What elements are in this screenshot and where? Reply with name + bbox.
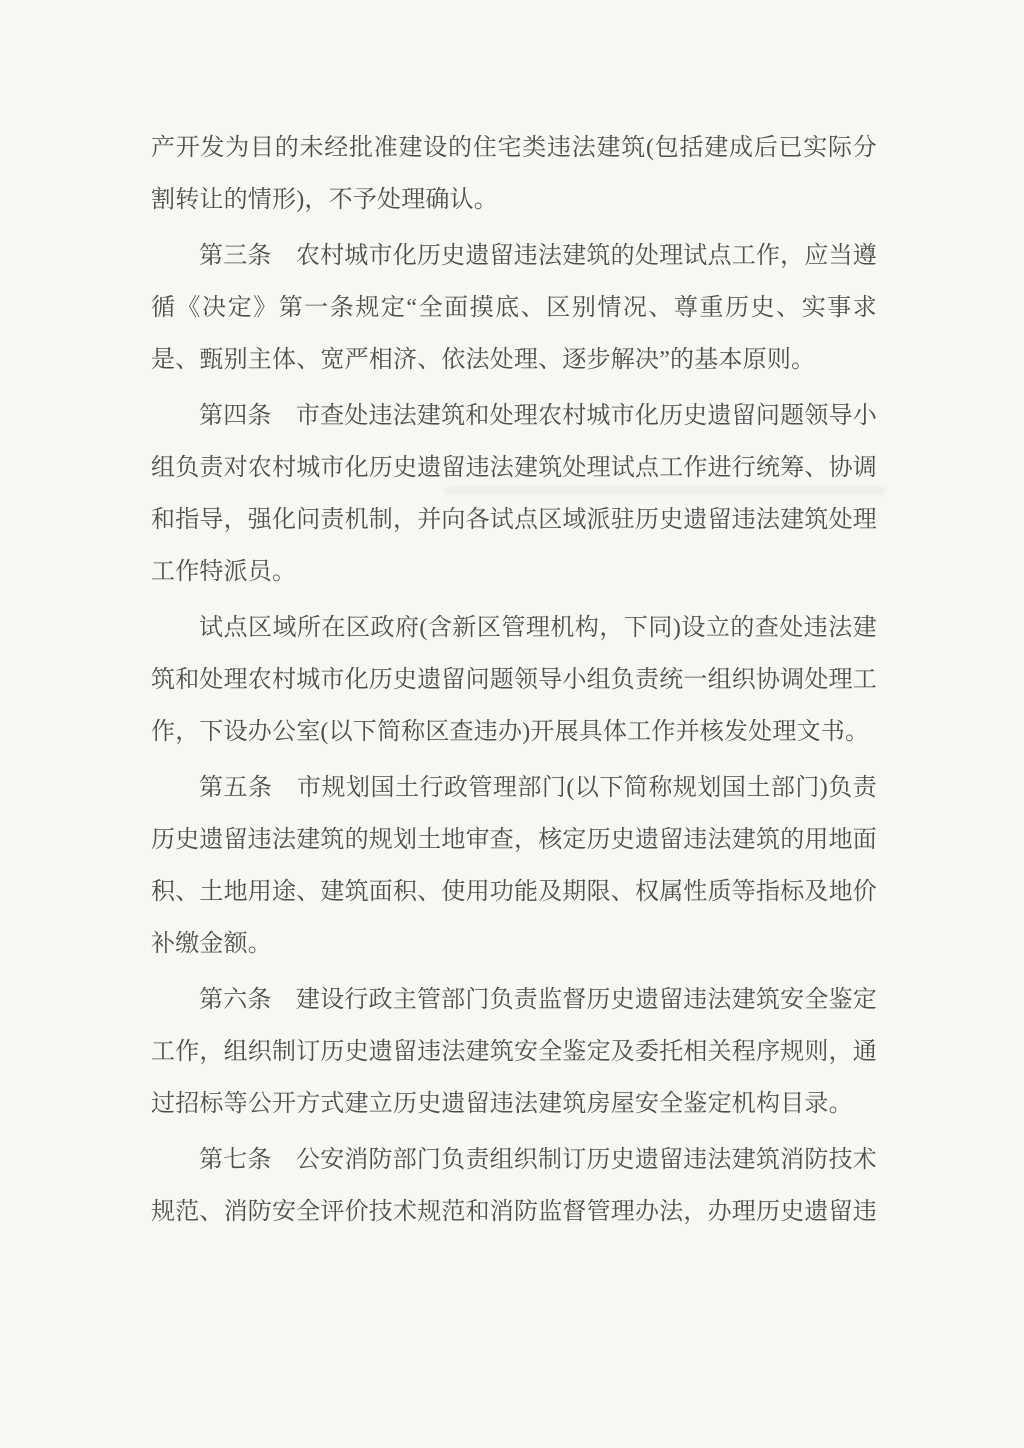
paragraph-continuation: 产开发为目的未经批准建设的住宅类违法建筑(包括建成后已实际分割转让的情形)，不予处理确认。	[151, 135, 877, 213]
paragraph-article-4: 第四条 市查处违法建筑和处理农村城市化历史遗留问题领导小组负责对农村城市化历史遗留违法建筑处理试点工作进行统筹、协调和指导，强化问责机制，并向各试点区域派驻历史遗留违法建筑处理工作特派员。	[151, 403, 877, 585]
scan-smudge-artifact	[445, 487, 885, 494]
document-body	[151, 122, 877, 1242]
paragraph-article-3: 第三条 农村城市化历史遗留违法建筑的处理试点工作，应当遵循《决定》第一条规定“全面摸底、区别情况、尊重历史、实事求是、甄别主体、宽严相济、依法处理、逐步解决”的基本原则。	[151, 243, 877, 373]
paragraph-article-6: 第六条 建设行政主管部门负责监督历史遗留违法建筑安全鉴定工作，组织制订历史遗留违法建筑安全鉴定及委托相关程序规则，通过招标等公开方式建立历史遗留违法建筑房屋安全鉴定机构目录。	[151, 987, 877, 1117]
paragraph-article-7: 第七条 公安消防部门负责组织制订历史遗留违法建筑消防技术规范、消防安全评价技术规范和消防监督管理办法，办理历史遗留违	[151, 1147, 877, 1225]
paragraph-article-5: 第五条 市规划国土行政管理部门(以下简称规划国土部门)负责历史遗留违法建筑的规划土地审查，核定历史遗留违法建筑的用地面积、土地用途、建筑面积、使用功能及期限、权属性质等指标及地价补缴金额。	[151, 775, 877, 957]
paragraph-article-4-2: 试点区域所在区政府(含新区管理机构，下同)设立的查处违法建筑和处理农村城市化历史遗留问题领导小组负责统一组织协调处理工作，下设办公室(以下简称区查违办)开展具体工作并核发处理文书。	[151, 615, 877, 745]
